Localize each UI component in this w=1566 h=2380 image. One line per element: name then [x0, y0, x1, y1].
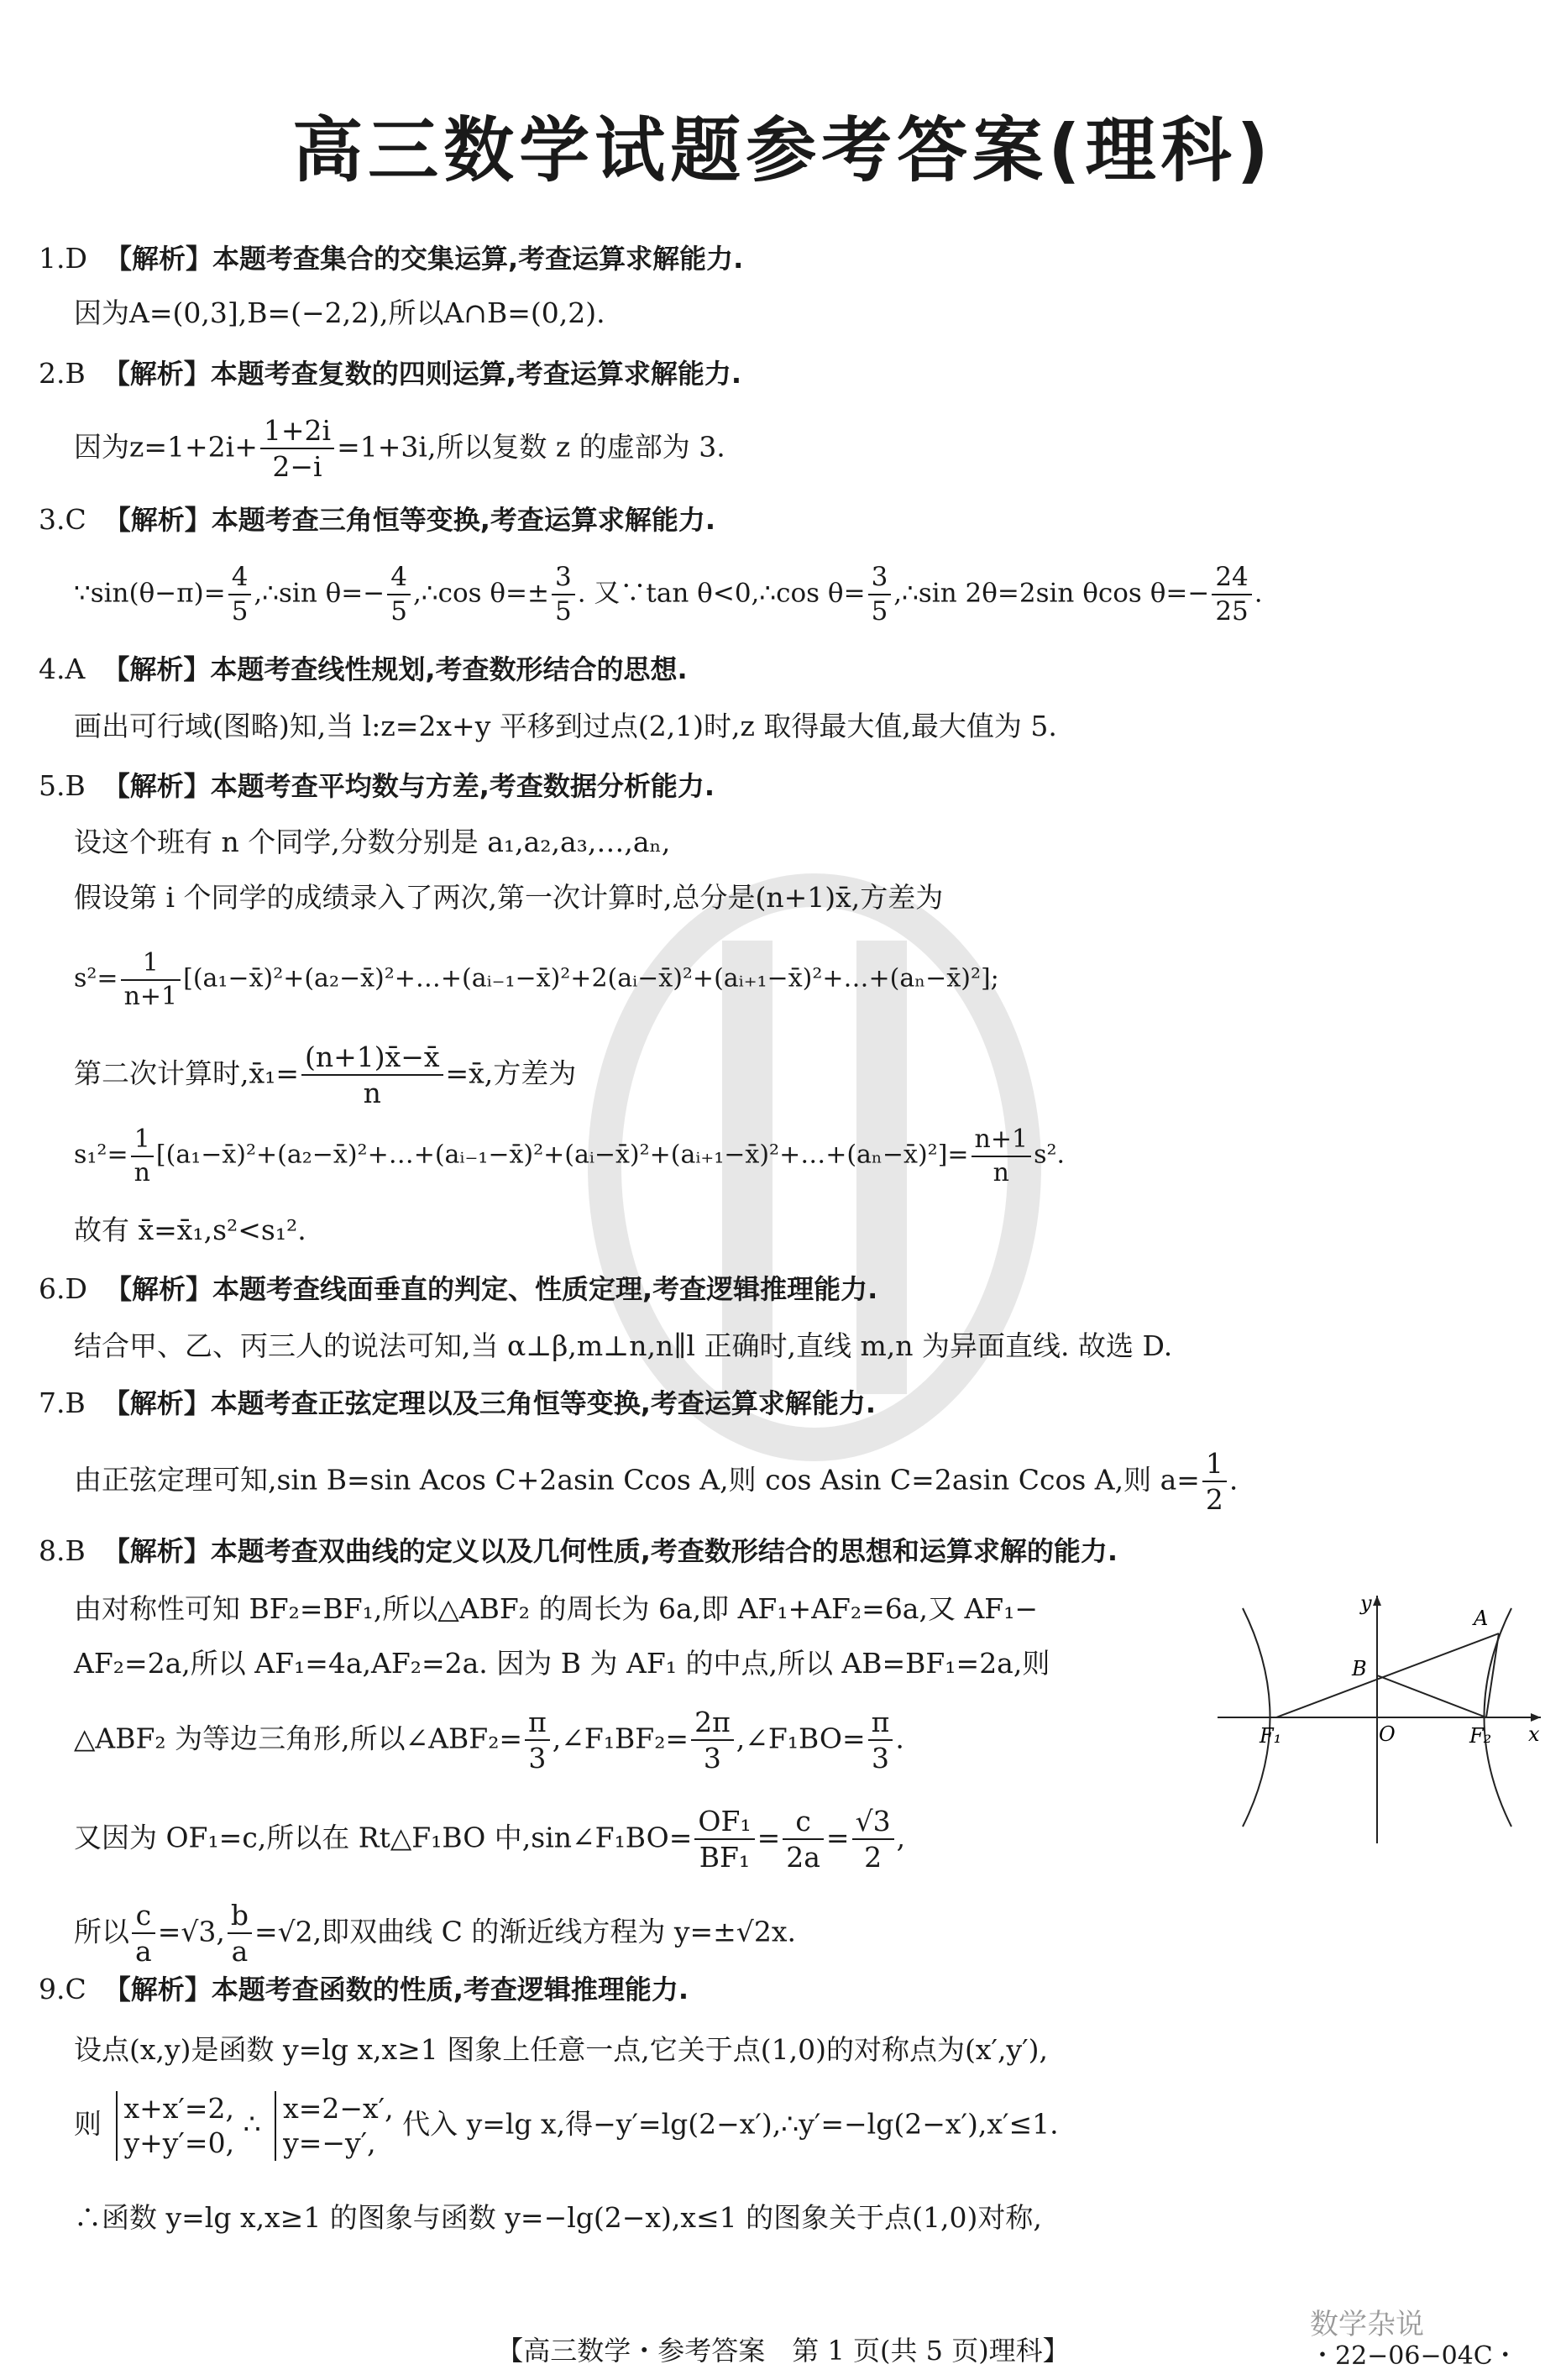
- label-y: y: [1360, 1591, 1372, 1615]
- page-footer: 【高三数学・参考答案 第 1 页(共 5 页)理科】: [496, 2335, 1070, 2367]
- label-b: B: [1352, 1657, 1367, 1680]
- item-4-line: 画出可行域(图略)知,当 l:z=2x+y 平移到过点(2,1)时,z 取得最大值,最大值为 5.: [74, 710, 1057, 742]
- item-8-line-4: 又因为 OF₁=c,所以在 Rt△F₁BO 中,sin∠F₁BO= $\frac{\text{OF₁}}{\text{BF₁}}$ = $\frac{c}{2a}$ = $\frac{√3}{2}$ ,: [74, 1805, 906, 1874]
- item-5-line-1: 设这个班有 n 个同学,分数分别是 a₁,a₂,a₃,…,aₙ,: [74, 826, 671, 858]
- hyperbola-figure: [1218, 1591, 1545, 1843]
- item-9-line-3: ∴函数 y=lg x,x≥1 的图象与函数 y=−lg(2−x),x≤1 的图象关于点(1,0)对称,: [74, 2201, 1042, 2234]
- item-6-header: 6.D 【解析】本题考查线面垂直的判定、性质定理,考查逻辑推理能力.: [39, 1272, 878, 1305]
- label-o: O: [1379, 1722, 1396, 1746]
- label-x: x: [1528, 1722, 1540, 1746]
- item-5-line-4: 第二次计算时,x̄₁= $\frac{(n+1)x̄-x̄}{n}$ =x̄,方差为: [74, 1041, 577, 1110]
- item-8-line-2: AF₂=2a,所以 AF₁=4a,AF₂=2a. 因为 B 为 AF₁ 的中点,所以 AB=BF₁=2a,则: [74, 1647, 1050, 1680]
- item-4-header: 4.A 【解析】本题考查线性规划,考查数形结合的思想.: [39, 653, 688, 685]
- item-2-line: 因为z=1+2i+ $\frac{1+2i}{2-i}$ =1+3i,所以复数 z 的虚部为 3.: [74, 414, 725, 484]
- item-1-line: 因为A=(0,3],B=(−2,2),所以A∩B=(0,2).: [74, 296, 605, 329]
- item-3-line: ∵sin(θ−π)= $\frac{4}{5}$ ,∴sin θ=− $\frac{4}{5}$ ,∴cos θ=± $\frac{3}{5}$ . 又∵tan θ<0,∴cos θ= $\frac{3}{5}$ ,∴sin 2θ=2sin θcos θ=− $\frac{24}{25}$ .: [74, 562, 1263, 626]
- item-7-line: 由正弦定理可知,sin B=sin Acos C+2asin Ccos A,则 cos Asin C=2asin Ccos A,则 a= $\frac{1}{2}$ .: [74, 1447, 1239, 1517]
- item-8-header: 8.B 【解析】本题考查双曲线的定义以及几何性质,考查数形结合的思想和运算求解的能力.: [39, 1534, 1118, 1567]
- page-title: 高三数学试题参考答案(理科): [292, 109, 1274, 191]
- item-6-line: 结合甲、乙、丙三人的说法可知,当 α⊥β,m⊥n,n∥l 正确时,直线 m,n 为异面直线. 故选 D.: [74, 1329, 1173, 1362]
- label-a: A: [1474, 1607, 1489, 1630]
- label-f1: F₁: [1260, 1724, 1282, 1748]
- item-3-header: 3.C 【解析】本题考查三角恒等变换,考查运算求解能力.: [39, 503, 716, 536]
- item-8-line-3: △ABF₂ 为等边三角形,所以∠ABF₂= $\frac{\pi}{3}$ ,∠F₁BF₂= $\frac{2\pi}{3}$ ,∠F₁BO= $\frac{\pi}{3}$ .: [74, 1706, 904, 1775]
- item-5-line-5: s₁²= $\frac{1}{n}$ [(a₁−x̄)²+(a₂−x̄)²+…+(aᵢ₋₁−x̄)²+(aᵢ−x̄)²+(aᵢ₊₁−x̄)²+…+(aₙ−x̄)²]= $\frac{n+1}{n}$ s².: [74, 1124, 1066, 1187]
- brand-watermark: 数学杂说: [1310, 2308, 1424, 2341]
- item-9-header: 9.C 【解析】本题考查函数的性质,考查逻辑推理能力.: [39, 1973, 689, 2005]
- item-7-header: 7.B 【解析】本题考查正弦定理以及三角恒等变换,考查运算求解能力.: [39, 1387, 877, 1419]
- item-8-line-5: 所以 $\frac{c}{a}$ =√3, $\frac{b}{a}$ =√2,即双曲线 C 的渐近线方程为 y=±√2x.: [74, 1899, 796, 1968]
- item-8-line-1: 由对称性可知 BF₂=BF₁,所以△ABF₂ 的周长为 6a,即 AF₁+AF₂=6a,又 AF₁−: [74, 1592, 1039, 1625]
- item-5-line-6: 故有 x̄=x̄₁,s²<s₁².: [74, 1214, 306, 1246]
- item-5-header: 5.B 【解析】本题考查平均数与方差,考查数据分析能力.: [39, 769, 715, 802]
- page-code: ・22−06−04C・: [1310, 2341, 1518, 2371]
- item-9-line-2: 则 x+x′=2, y+y′=0, ∴ x=2−x′, y=−y′, 代入 y=lg x,得−y′=lg(2−x′),∴y′=−lg(2−x′),x′≤1.: [74, 2092, 1059, 2160]
- item-9-line-1: 设点(x,y)是函数 y=lg x,x≥1 图象上任意一点,它关于点(1,0)的对称点为(x′,y′),: [74, 2033, 1048, 2066]
- item-5-line-2: 假设第 i 个同学的成绩录入了两次,第一次计算时,总分是(n+1)x̄,方差为: [74, 881, 944, 914]
- item-1-header: 1.D 【解析】本题考查集合的交集运算,考查运算求解能力.: [39, 242, 744, 275]
- label-f2: F₂: [1469, 1724, 1492, 1748]
- item-5-line-3: s²= $\frac{1}{n+1}$ [(a₁−x̄)²+(a₂−x̄)²+…+(aᵢ₋₁−x̄)²+2(aᵢ−x̄)²+(aᵢ₊₁−x̄)²+…+(aₙ−x̄)²];: [74, 948, 999, 1011]
- item-2-header: 2.B 【解析】本题考查复数的四则运算,考查运算求解能力.: [39, 357, 742, 390]
